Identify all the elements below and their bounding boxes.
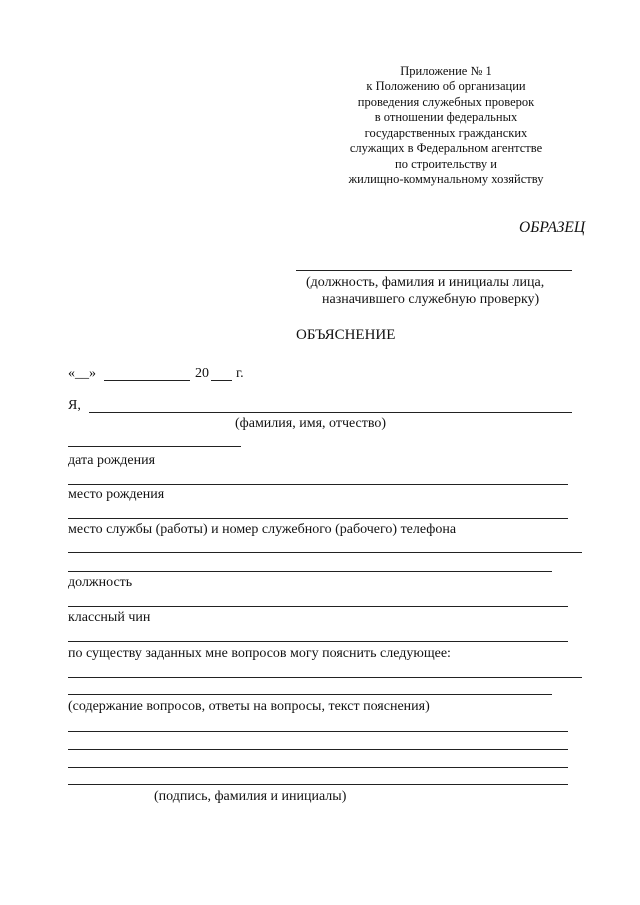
declarant-prefix: Я, <box>68 398 81 413</box>
addressee-caption-2: назначившего служебную проверку) <box>322 292 540 307</box>
class-rank-line <box>68 641 568 642</box>
birth-place-line <box>68 518 568 519</box>
class-rank-label: классный чин <box>68 610 151 625</box>
date-year-line <box>211 380 232 381</box>
explanation-line-2 <box>68 694 552 695</box>
explanation-caption: (содержание вопросов, ответы на вопросы, текст пояснения) <box>68 699 430 714</box>
appendix-line: Приложение № 1 <box>400 64 492 78</box>
position-line <box>68 606 568 607</box>
birth-place-label: место рождения <box>68 487 165 502</box>
explanation-intro: по существу заданных мне вопросов могу пояснить следующее: <box>68 646 451 661</box>
date-month-line <box>104 380 190 381</box>
explanation-line-5 <box>68 767 568 768</box>
appendix-line: к Положению об организации <box>366 79 526 93</box>
workplace-line-1 <box>68 552 582 553</box>
appendix-line: государственных гражданских <box>364 126 528 140</box>
document-title: ОБЪЯСНЕНИЕ <box>296 327 396 343</box>
appendix-line: проведения служебных проверок <box>357 95 535 109</box>
addressee-line <box>296 270 572 271</box>
date-year-suffix: г. <box>236 366 244 381</box>
workplace-line-2 <box>68 571 552 572</box>
date-year-prefix: 20 <box>195 366 209 381</box>
signature-caption: (подпись, фамилия и инициалы) <box>154 789 347 804</box>
explanation-line-4 <box>68 749 568 750</box>
explanation-line-3 <box>68 731 568 732</box>
addressee-caption-1: (должность, фамилия и инициалы лица, <box>306 275 545 290</box>
workplace-label: место службы (работы) и номер служебного (рабочего) телефона <box>68 522 457 537</box>
declarant-name-line-2 <box>68 446 241 447</box>
explanation-line-1 <box>68 677 582 678</box>
date-day: «__» <box>68 366 96 381</box>
appendix-line: в отношении федеральных <box>374 110 518 124</box>
declarant-caption: (фамилия, имя, отчество) <box>235 416 387 431</box>
appendix-line: служащих в Федеральном агентстве <box>349 141 543 155</box>
declarant-name-line <box>89 412 572 413</box>
position-label: должность <box>68 575 133 590</box>
birth-date-label: дата рождения <box>68 453 156 468</box>
birth-date-line <box>68 484 568 485</box>
appendix-line: по строительству и <box>395 157 497 171</box>
appendix-line: жилищно-коммунальному хозяйству <box>348 172 544 186</box>
signature-line <box>68 784 568 785</box>
sample-label: ОБРАЗЕЦ <box>519 219 586 236</box>
